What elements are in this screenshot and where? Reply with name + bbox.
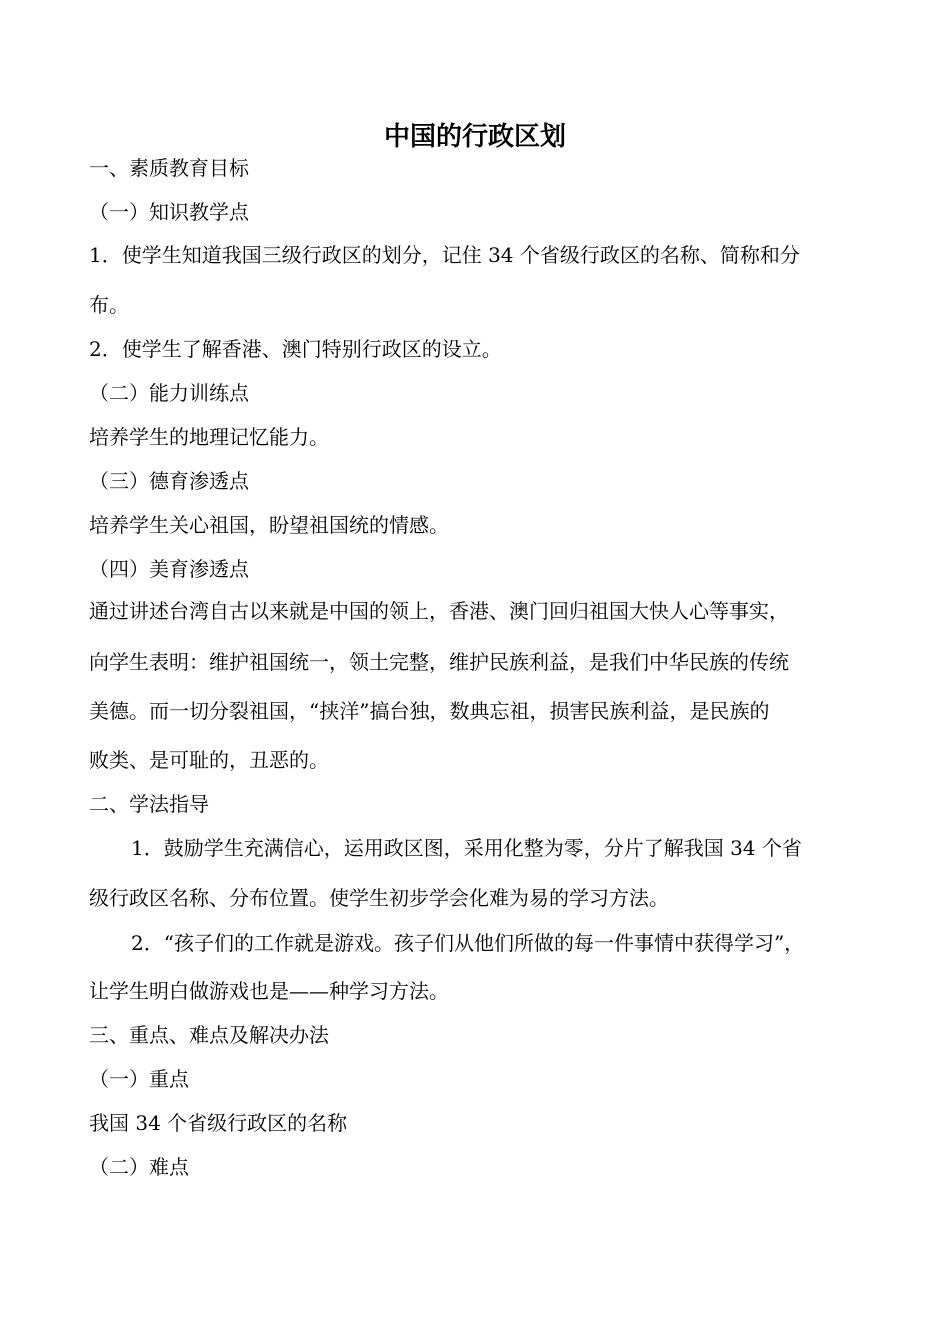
paragraph-line: 2．“孩子们的工作就是游戏。孩子们从他们所做的每一件事情中获得学习”，	[131, 931, 805, 955]
paragraph-line: 美德。而一切分裂祖国，“挟洋”搞台独，数典忘祖，损害民族利益，是民族的	[89, 699, 770, 723]
subsection-heading-1-1: （一）知识教学点	[89, 200, 249, 224]
paragraph-line: 培养学生关心祖国，盼望祖国统的情感。	[89, 513, 449, 537]
subsection-heading-1-3: （三）德育渗透点	[89, 469, 249, 493]
paragraph-line: 布。	[89, 293, 129, 317]
subsection-heading-1-4: （四）美育渗透点	[89, 557, 249, 581]
paragraph-line: 让学生明白做游戏也是——种学习方法。	[89, 979, 449, 1003]
paragraph-line: 向学生表明：维护祖国统一，领土完整，维护民族利益，是我们中华民族的传统	[89, 650, 789, 674]
subsection-heading-1-2: （二）能力训练点	[89, 381, 249, 405]
paragraph-line: 败类、是可耻的，丑恶的。	[89, 748, 329, 772]
section-heading-2: 二、学法指导	[89, 792, 209, 816]
paragraph-line: 1．鼓励学生充满信心，运用政区图，采用化整为零，分片了解我国 34 个省	[131, 836, 802, 860]
paragraph-line: 通过讲述台湾自古以来就是中国的领上，香港、澳门回归祖国大快人心等事实，	[89, 599, 789, 623]
paragraph-line: 2．使学生了解香港、澳门特别行政区的设立。	[89, 337, 502, 361]
paragraph-line: 级行政区名称、分布位置。使学生初步学会化难为易的学习方法。	[89, 886, 669, 910]
section-heading-3: 三、重点、难点及解决办法	[89, 1023, 329, 1047]
paragraph-line: 1．使学生知道我国三级行政区的划分，记住 34 个省级行政区的名称、简称和分	[89, 243, 800, 267]
document-title: 中国的行政区划	[383, 122, 566, 152]
subsection-heading-3-1: （一）重点	[89, 1067, 189, 1091]
paragraph-line: 培养学生的地理记忆能力。	[89, 425, 329, 449]
subsection-heading-3-2: （二）难点	[89, 1155, 189, 1179]
paragraph-line: 我国 34 个省级行政区的名称	[89, 1111, 348, 1135]
section-heading-1: 一、素质教育目标	[89, 156, 249, 180]
